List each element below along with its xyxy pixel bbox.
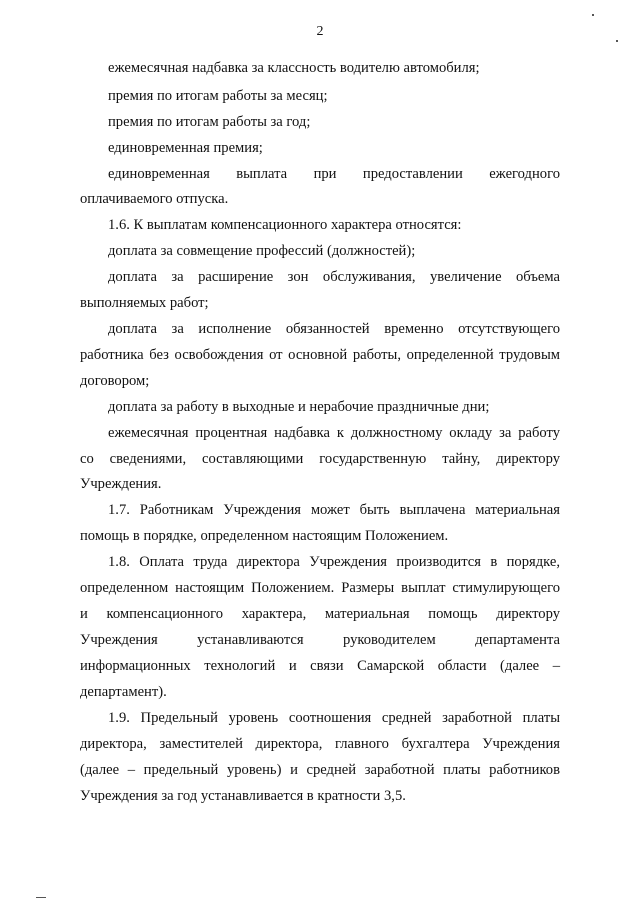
text-line: определенном настоящим Положением. Размеры выплат стимулирующего bbox=[80, 580, 560, 596]
text-line: Учреждения устанавливаются руководителем департамента bbox=[80, 632, 560, 648]
text-line: доплата за работу в выходные и нерабочие праздничные дни; bbox=[108, 399, 490, 415]
text-line: работника без освобождения от основной работы, определенной трудовым bbox=[80, 347, 560, 363]
scan-speck bbox=[36, 897, 46, 898]
text-line: 1.6. К выплатам компенсационного характера относятся: bbox=[108, 217, 462, 233]
text-line: информационных технологий и связи Самарской области (далее – bbox=[80, 658, 560, 674]
text-line: (далее – предельный уровень) и средней заработной платы работников bbox=[80, 762, 560, 778]
text-line: помощь в порядке, определенном настоящим Положением. bbox=[80, 528, 449, 544]
text-line: директора, заместителей директора, главного бухгалтера Учреждения bbox=[80, 736, 560, 752]
text-line: 1.9. Предельный уровень соотношения средней заработной платы bbox=[108, 710, 560, 726]
text-line: 1.7. Работникам Учреждения может быть выплачена материальная bbox=[108, 502, 560, 518]
text-line: ежемесячная надбавка за классность водителю автомобиля; bbox=[108, 60, 480, 76]
text-line: департамент). bbox=[80, 684, 167, 700]
text-line: 1.8. Оплата труда директора Учреждения производится в порядке, bbox=[108, 554, 560, 570]
text-line: премия по итогам работы за год; bbox=[108, 114, 311, 130]
page-number: 2 bbox=[316, 24, 324, 39]
scan-speck bbox=[592, 14, 594, 16]
text-line: Учреждения за год устанавливается в кратности 3,5. bbox=[80, 788, 406, 804]
text-line: единовременная премия; bbox=[108, 140, 263, 156]
text-line: ежемесячная процентная надбавка к должностному окладу за работу bbox=[108, 425, 560, 441]
scan-speck bbox=[616, 40, 618, 42]
text-line: доплата за исполнение обязанностей временно отсутствующего bbox=[108, 321, 560, 337]
text-line: выполняемых работ; bbox=[80, 295, 209, 311]
text-line: Учреждения. bbox=[80, 476, 162, 492]
text-line: договором; bbox=[80, 373, 150, 389]
text-line: единовременная выплата при предоставлении ежегодного bbox=[108, 166, 560, 182]
text-line: доплата за совмещение профессий (должностей); bbox=[108, 243, 416, 259]
text-line: оплачиваемого отпуска. bbox=[80, 191, 229, 207]
text-line: со сведениями, составляющими государственную тайну, директору bbox=[80, 451, 560, 467]
text-line: премия по итогам работы за месяц; bbox=[108, 88, 328, 104]
text-line: доплата за расширение зон обслуживания, увеличение объема bbox=[108, 269, 560, 285]
text-line: и компенсационного характера, материальная помощь директору bbox=[80, 606, 560, 622]
